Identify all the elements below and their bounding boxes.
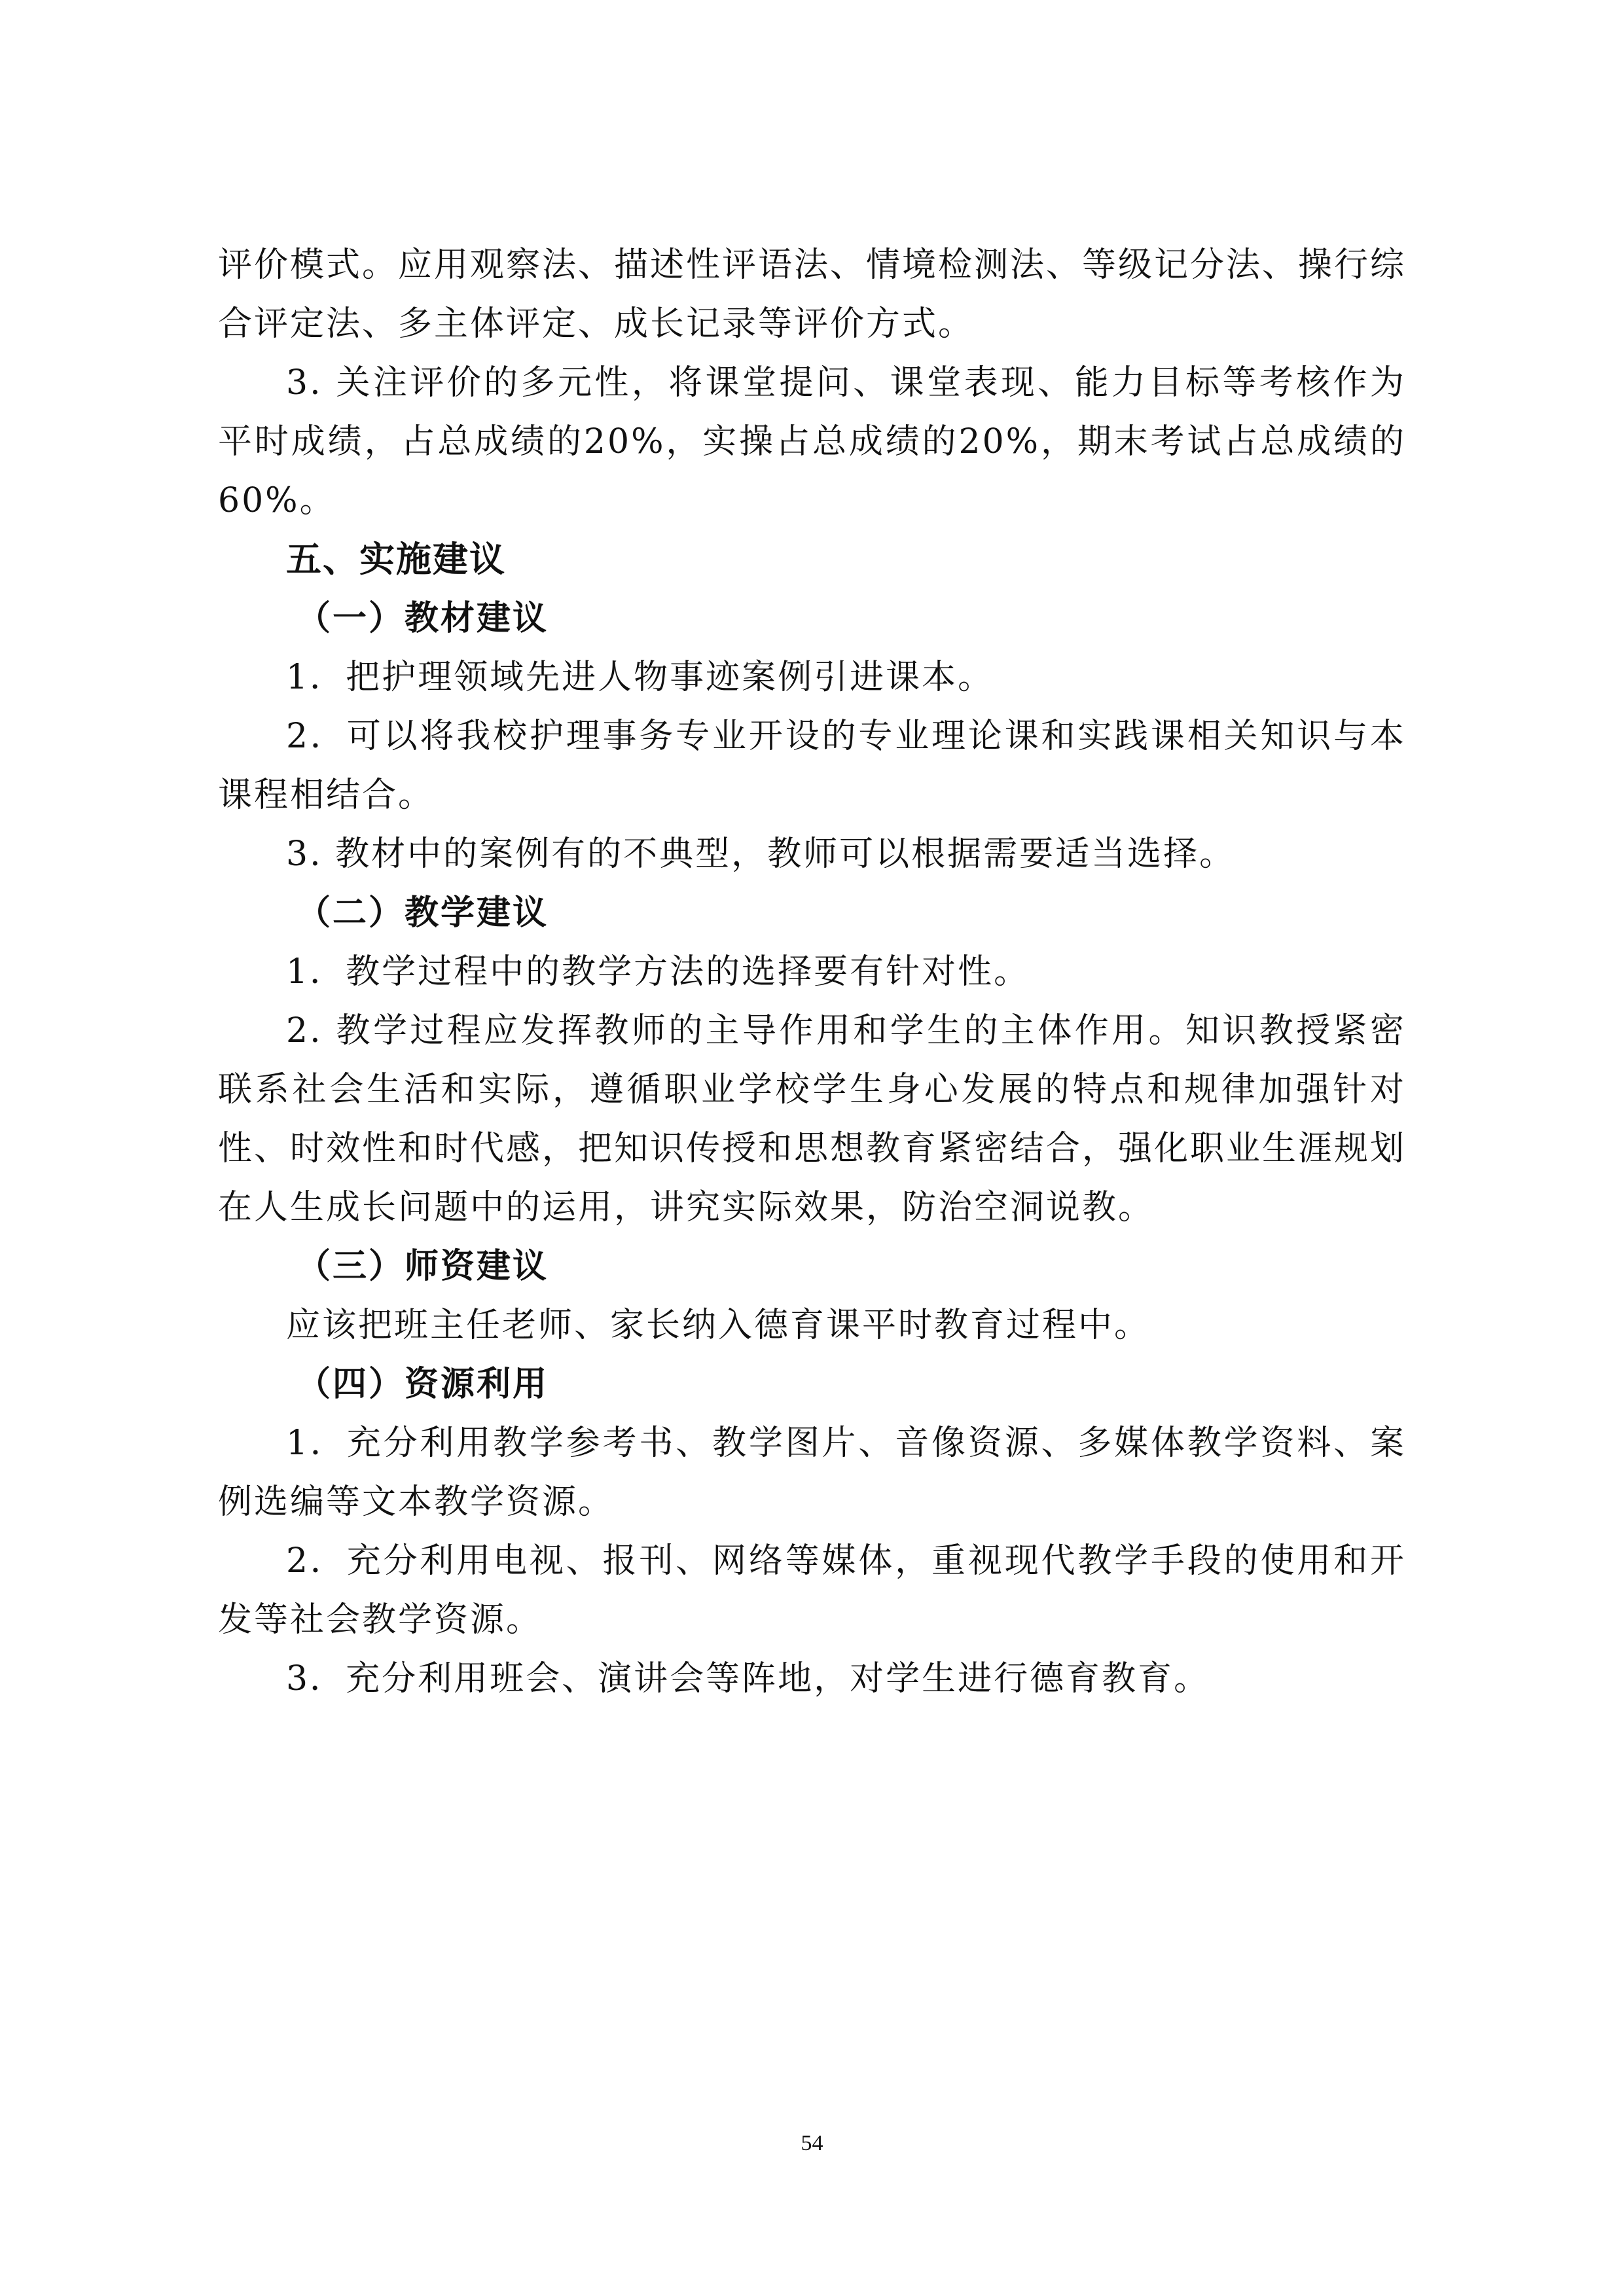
subheading-faculty: （三）师资建议: [297, 1246, 549, 1286]
subheading-resources: （四）资源利用: [297, 1364, 549, 1404]
list-item: 2．充分利用电视、报刊、网络等媒体，重视现代教学手段的使用和开发等社会教学资源。: [218, 1541, 1406, 1640]
list-item: 1．教学过程中的教学方法的选择要有针对性。: [286, 952, 1030, 992]
subheading-textbook: （一）教材建议: [297, 598, 549, 638]
document-body: [218, 236, 1406, 1708]
list-item: 2. 教学过程应发挥教师的主导作用和学生的主体作用。知识教授紧密联系社会生活和实际，遵循职业学校学生身心发展的特点和规律加强针对性、时效性和时代感，把知识传授和思想教育紧密结合，强化职业生涯规划在人生成长问题中的运用，讲究实际效果，防治空洞说教。: [218, 1011, 1407, 1227]
page-number: 54: [801, 2131, 823, 2155]
list-item: 1．充分利用教学参考书、教学图片、音像资源、多媒体教学资料、案例选编等文本教学资源。: [218, 1424, 1406, 1522]
list-item: 1．把护理领域先进人物事迹案例引进课本。: [286, 658, 994, 697]
paragraph-evaluation-modes: 评价模式。应用观察法、描述性评语法、情境检测法、等级记分法、操行综合评定法、多主体评定、成长记录等评价方式。: [218, 245, 1407, 344]
section-heading-implementation: 五、实施建议: [286, 539, 506, 580]
list-item: 3．充分利用班会、演讲会等阵地，对学生进行德育教育。: [286, 1659, 1210, 1698]
subheading-teaching: （二）教学建议: [297, 893, 549, 933]
list-item: 应该把班主任老师、家长纳入德育课平时教育过程中。: [286, 1306, 1151, 1345]
list-item: 3. 教材中的案例有的不典型，教师可以根据需要适当选择。: [286, 834, 1236, 874]
paragraph-evaluation-diversity: 3. 关注评价的多元性，将课堂提问、课堂表现、能力目标等考核作为平时成绩，占总成绩的20%，实操占总成绩的20%，期末考试占总成绩的60%。: [218, 363, 1406, 520]
list-item: 2．可以将我校护理事务专业开设的专业理论课和实践课相关知识与本课程相结合。: [218, 717, 1406, 815]
